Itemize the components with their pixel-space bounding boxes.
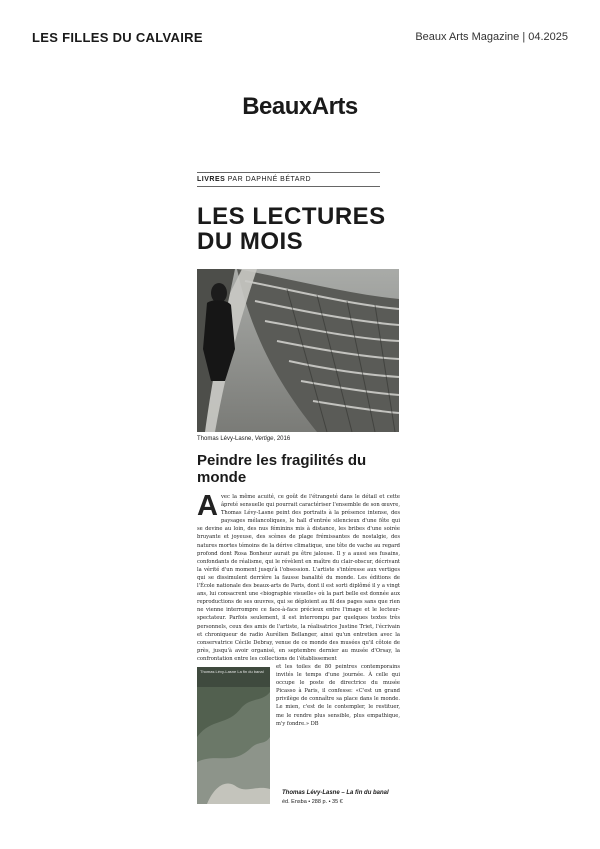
rubric-byline: PAR DAPHNÉ BÉTARD xyxy=(227,176,312,183)
magazine-logo: BeauxArts xyxy=(242,93,358,120)
publication-info: Beaux Arts Magazine | 04.2025 xyxy=(415,31,568,43)
headline xyxy=(197,204,407,254)
book-details: éd. Ensba • 288 p. • 35 € xyxy=(282,799,343,805)
artwork-illustration xyxy=(197,269,399,432)
headline-line-2: DU MOIS xyxy=(197,228,304,255)
drop-cap: A xyxy=(197,490,218,522)
photo-caption xyxy=(197,436,290,442)
article-subhead: Peindre les fragilités du monde xyxy=(197,452,367,486)
book-cover xyxy=(197,667,270,804)
book-cover-title: Thomas Lévy-Lasne La fin du banal xyxy=(200,668,264,674)
top-rule xyxy=(197,172,380,173)
caption-year: , 2016 xyxy=(273,436,291,442)
paragraph-1-text: vec la même acuité, ce goût de l'étrangeté dans le détail et cette âpreté sensuelle qui pourrait caractériser l'ensemble de son œuvre, Thomas Lévy-Lasne peint des portraits à la présence intense, des paysages mélancoliques, le hall d'entrée silencieux d'une fête qui se devine au loin, des nus féminins mis à distance, les bribes d'une soirée bruyante et joyeuse, des scènes de plage frémissantes de nostalgie, des natures mortes témoins de la dérive climatique, une tête de vache au regard profond dont Rosa Bonheur aurait pu être jalouse. Il y a aussi ses fusains, confondants de réalisme, qui le révèlent en maître du clair-obscur, décrivant la vérité d'un moment jusqu'à l'obsession. L'artiste s'intéresse aux vertiges qui se dissimulent derrière la fausse banalité du monde. Les éditions de l'École nationale des beaux-arts de Paris, dont il est sorti diplômé il y a vingt ans, lui consacrent une «biographie visuelle» où la part belle est donnée aux reproductions de ses œuvres, qui se déploient au fil des pages sans que rien ne vienne interrompre ce face-à-face précieux entre l'image et le lecteur-spectateur. Parfois seulement, il est interrompu par quelques textes très personnels, ceux des amis de l'artiste, la réalisatrice Justine Triet, l'écrivain et chroniqueur de radio Aurélien Bellanger, ainsi qu'un entretien avec la conservatrice Cécile Debray, venue de ce monde des musées qu'il côtoie de près, jusqu'à avoir organisé, en septembre dernier au musée d'Orsay, la confrontation entre les collections de l'établissement xyxy=(197,494,400,662)
caption-artist: Thomas Lévy-Lasne, xyxy=(197,436,255,442)
rubric xyxy=(197,176,311,183)
caption-work: Vertige xyxy=(254,436,274,442)
artwork-image xyxy=(197,269,399,432)
rubric-section: LIVRES xyxy=(197,176,226,183)
book-title: Thomas Lévy-Lasne – La fin du banal xyxy=(282,790,389,796)
paragraph-1 xyxy=(197,490,400,663)
gallery-name: LES FILLES DU CALVAIRE xyxy=(32,30,203,45)
headline-line-1: LES LECTURES xyxy=(197,203,386,230)
paragraph-2: et les toiles de 80 peintres contemporains invités le temps d'une journée. À celle qui occupe le poste de directrice du musée Picasso à Paris, il confesse: «C'est un grand privilège de connaître sa place dans le monde. Le mien, c'est de le contempler, le restituer, me le rendre plus sensible, plus empathique, m'y fondre.» DB xyxy=(276,663,400,727)
book-cover-illustration xyxy=(197,667,270,804)
article-body xyxy=(197,490,400,804)
rubric-rule xyxy=(197,186,380,187)
